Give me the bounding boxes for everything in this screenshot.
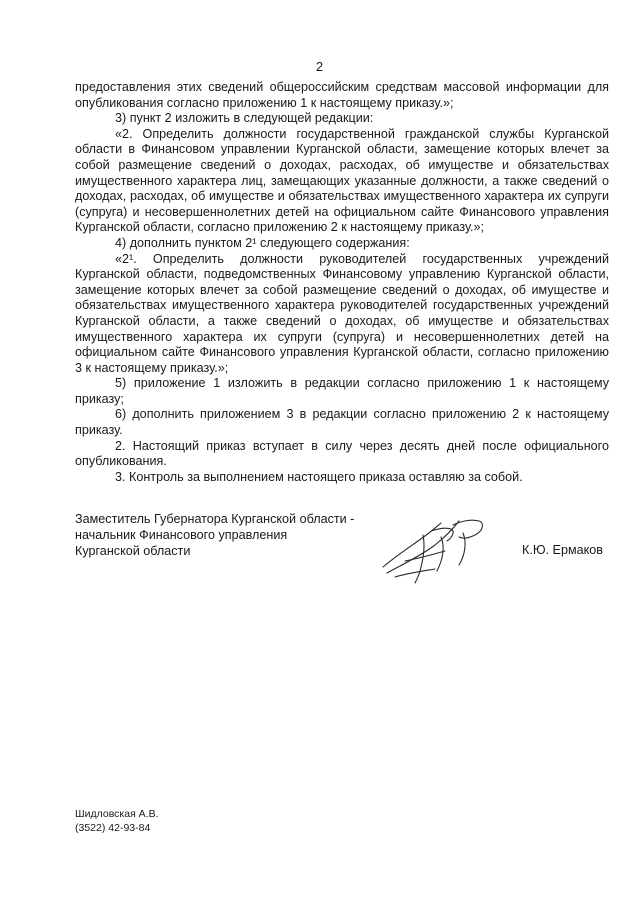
position-line: Курганской области: [75, 544, 191, 558]
executor-phone: (3522) 42-93-84: [75, 821, 151, 834]
page-number: 2: [315, 59, 324, 74]
handwritten-signature: [375, 515, 495, 590]
paragraph-item-6: 6) дополнить приложением 3 в редакции согласно приложению 2 к настоящему приказу.: [75, 407, 609, 438]
executor-info: [75, 808, 159, 835]
paragraph-continuation: предоставления этих сведений общероссийским средствам массовой информации для опубликования согласно приложению 1 к настоящему приказу.»;: [75, 80, 609, 110]
document-body: [75, 80, 609, 485]
signatory-position: [75, 511, 354, 559]
paragraph-point-2-text: «2. Определить должности государственной гражданской службы Курганской области в Финансовом управлении Курганской области, замещение которых влечет за собой размещение сведений о доходах, расходах, об имуществе и обязательствах имущественного характера лиц, замещающих указанные должности, а также сведений о доходах, расходах, об имуществе и обязательствах имущественного характера их супруги (супруга) и несовершеннолетних детей на официальном сайте Финансового управления Курганской области, согласно приложению 2 к настоящему приказу.»;: [75, 126, 609, 235]
paragraph-point-2-1-text: «2¹. Определить должности руководителей государственных учреждений Курганской области, подведомственных Финансовому управлению Курганской области, замещение которых влечет за собой размещение сведений о доходах, об имуществе и обязательствах имущественного характера руководителей государственных учреждений Курганской области, а также сведений о доходах, об имуществе и обязательствах имущественного характера их супруги (супруга) и несовершеннолетних детей на официальном сайте Финансового управления Курганской области, согласно приложению 3 к настоящему приказу.»;: [75, 251, 609, 375]
position-line: Заместитель Губернатора Курганской области -: [75, 512, 355, 526]
position-line: начальник Финансового управления: [75, 528, 288, 542]
signatory-name: К.Ю. Ермаков: [522, 543, 603, 557]
paragraph-item-5: 5) приложение 1 изложить в редакции согласно приложению 1 к настоящему приказу;: [75, 376, 609, 406]
paragraph-clause-2: 2. Настоящий приказ вступает в силу через десять дней после официального опубликования.: [75, 438, 609, 469]
executor-name: Шидловская А.В.: [75, 808, 159, 820]
paragraph-item-4: 4) дополнить пунктом 2¹ следующего содержания:: [115, 235, 410, 250]
paragraph-clause-3: 3. Контроль за выполнением настоящего приказа оставляю за собой.: [115, 469, 523, 484]
paragraph-item-3: 3) пункт 2 изложить в следующей редакции:: [115, 111, 374, 126]
